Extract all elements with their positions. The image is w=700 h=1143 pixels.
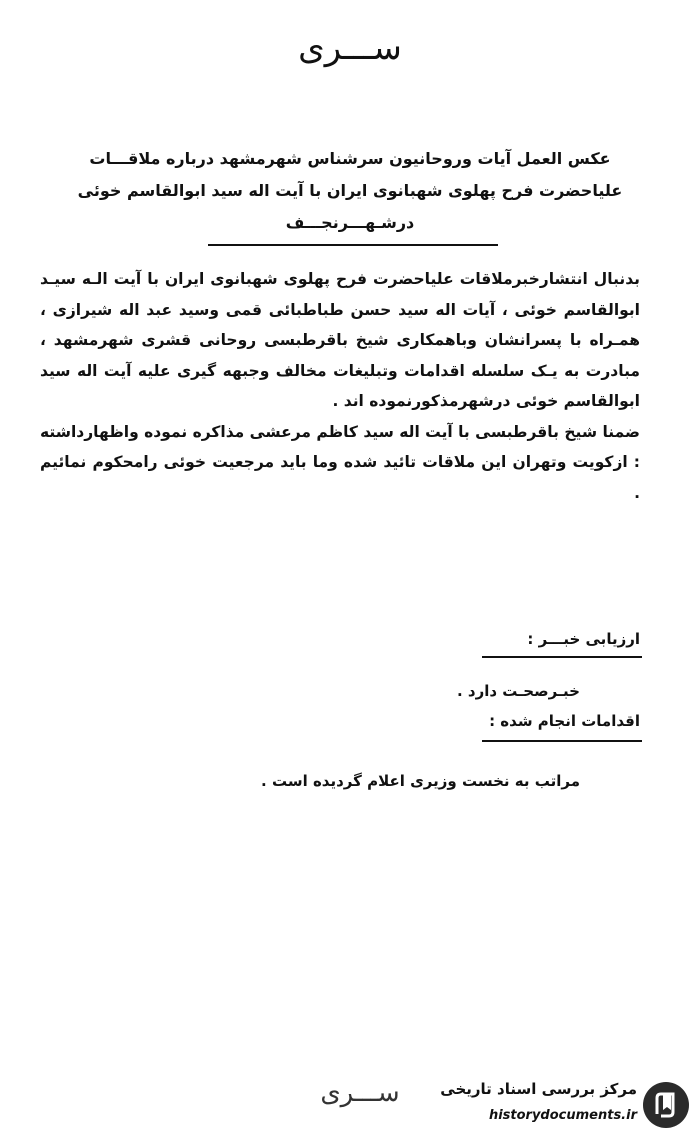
classification-stamp-top: ســـرى bbox=[298, 28, 402, 68]
heading-line-3: درشـهـــرنجـــف bbox=[285, 213, 415, 232]
archive-logo-icon bbox=[643, 1082, 689, 1128]
archive-url[interactable]: historydocuments.ir bbox=[488, 1108, 637, 1123]
actions-label-underline bbox=[482, 740, 642, 742]
actions-label: اقدامات انجام شده : bbox=[489, 712, 640, 730]
body-paragraph-2: ضمنا شیخ باقرطبسی با آیت اله سید کاظم مرعشی مذاکره نموده واظهارداشته : ازکویت وتهران این ملاقات تائید شده وما باید مرجعیت خوئی رامحکوم نمائیم . bbox=[40, 422, 640, 502]
heading-line-2: علیاحضرت فرح پهلوی شهبانوی ایران با آیت اله سید ابوالقاسم خوئی bbox=[77, 181, 623, 200]
body-paragraph-1: بدنبال انتشارخبرملاقات علیاحضرت فرح پهلوی شهبانوی ایران با آیت الـه سیـد ابوالقاسم خوئی ، آیات اله سید حسن طباطبائی قمی وسید عبد اله شیرازی ، همـراه با پسرانشان وباهمکاری شیخ باقرطبسی روحانی قشری شهرمشهد ، مبادرت به یـک سلسله اقدامات وتبلیغات مخالف وجبهه گیری علیه آیت اله سید ابوالقاسم خوئی درشهرمذکورنموده اند . bbox=[40, 270, 640, 410]
assessment-label-underline bbox=[482, 656, 642, 658]
classification-stamp-bottom: ســـرى bbox=[320, 1078, 400, 1108]
assessment-text: خبـرصحـت دارد . bbox=[456, 682, 580, 700]
document-heading bbox=[60, 143, 640, 239]
report-body bbox=[40, 264, 640, 508]
heading-underline bbox=[208, 244, 498, 246]
assessment-label: ارزیابی خبـــر : bbox=[527, 630, 640, 648]
archive-name: مرکز بررسی اسناد تاریخی bbox=[440, 1080, 637, 1098]
heading-line-1: عکس العمل آیات وروحانیون سرشناس شهرمشهد درباره ملاقـــات bbox=[89, 149, 611, 168]
actions-text: مراتب به نخست وزیری اعلام گردیده است . bbox=[261, 772, 580, 790]
archive-watermark bbox=[410, 1078, 695, 1138]
